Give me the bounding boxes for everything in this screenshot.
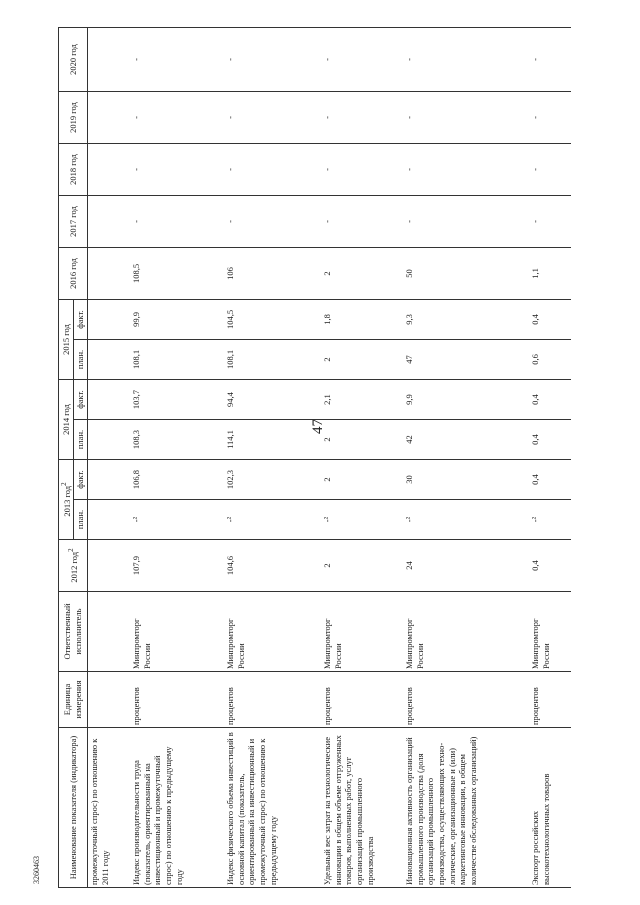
cell-name: промежуточный спрос) по отношению к 2011 году — [88, 728, 131, 888]
cell-f2013: 106,8 — [130, 460, 224, 500]
cell-v2020: - — [321, 27, 403, 91]
cell-p2015: 47 — [403, 339, 529, 379]
cell-f2014: 9,9 — [403, 379, 529, 419]
cell-f2013: 102,3 — [224, 460, 321, 500]
table-row — [224, 27, 321, 887]
cell-f2013: 2 — [321, 460, 403, 500]
cell-f2014: 0,4 — [529, 379, 571, 419]
cell-v2017: - — [403, 195, 529, 247]
cell-v2018 — [88, 143, 131, 195]
cell-p2014: 42 — [403, 420, 529, 460]
header-2013-fact: факт. — [74, 460, 88, 500]
cell-v2018: - — [403, 143, 529, 195]
cell-v2017: - — [224, 195, 321, 247]
cell-p2013: -² — [224, 500, 321, 540]
header-2015-plan: план. — [74, 339, 88, 379]
cell-f2014 — [88, 379, 131, 419]
cell-p2015: 108,1 — [130, 339, 224, 379]
cell-p2015 — [88, 339, 131, 379]
cell-resp: Минпромторг России — [403, 592, 529, 672]
cell-unit: процентов — [529, 672, 571, 728]
cell-v2012: 2 — [321, 540, 403, 592]
cell-v2018: - — [130, 143, 224, 195]
cell-v2016: 106 — [224, 247, 321, 299]
cell-v2019: - — [529, 91, 571, 143]
cell-p2013: -² — [321, 500, 403, 540]
cell-p2014 — [88, 420, 131, 460]
document-id: 3260463 — [32, 856, 41, 884]
cell-unit: процентов — [321, 672, 403, 728]
cell-f2013 — [88, 460, 131, 500]
header-2014: 2014 год — [59, 379, 74, 459]
cell-p2013: -² — [529, 500, 571, 540]
cell-v2016: 1,1 — [529, 247, 571, 299]
indicator-table-sheet — [58, 28, 618, 888]
cell-p2015: 0,6 — [529, 339, 571, 379]
cell-v2018: - — [321, 143, 403, 195]
cell-f2014: 2,1 — [321, 379, 403, 419]
header-2018: 2018 год — [59, 143, 88, 195]
cell-v2017: - — [321, 195, 403, 247]
cell-v2020: - — [224, 27, 321, 91]
cell-v2017: - — [529, 195, 571, 247]
cell-resp: Минпромторг России — [130, 592, 224, 672]
cell-v2012 — [88, 540, 131, 592]
header-2012: 2012 год$^2$ — [59, 540, 88, 592]
table-row — [403, 27, 529, 887]
cell-p2014: 108,3 — [130, 420, 224, 460]
cell-resp: Минпромторг России — [321, 592, 403, 672]
cell-v2012: 24 — [403, 540, 529, 592]
header-2019: 2019 год — [59, 91, 88, 143]
header-responsible: Ответственный исполнитель — [59, 592, 88, 672]
cell-unit: процентов — [403, 672, 529, 728]
cell-v2019: - — [321, 91, 403, 143]
header-2016: 2016 год — [59, 247, 88, 299]
cell-name: Индекс физического объема инвестиций в основной капитал (показатель, ориентированный на инвестиционный и промежуточный спрос) по отношению к предыдущему году — [224, 728, 321, 888]
cell-f2015 — [88, 299, 131, 339]
cell-name: Индекс производительности труда (показатель, ориентированный на инвестиционный и промежуточный спрос) по отношению к предыдущему году — [130, 728, 224, 888]
header-2017: 2017 год — [59, 195, 88, 247]
cell-unit: процентов — [224, 672, 321, 728]
cell-v2017 — [88, 195, 131, 247]
cell-name: Экспорт российских высокотехнологичных товаров — [529, 728, 571, 888]
cell-v2012: 0,4 — [529, 540, 571, 592]
cell-f2015: 99,9 — [130, 299, 224, 339]
cell-v2016: 2 — [321, 247, 403, 299]
cell-v2019: - — [130, 91, 224, 143]
cell-f2013: 0,4 — [529, 460, 571, 500]
cell-v2020: - — [529, 27, 571, 91]
cell-resp: Минпромторг России — [224, 592, 321, 672]
cell-v2020: - — [130, 27, 224, 91]
cell-v2019: - — [403, 91, 529, 143]
cell-p2014: 0,4 — [529, 420, 571, 460]
header-unit: Единица измерения — [59, 672, 88, 728]
table-row — [321, 27, 403, 887]
cell-p2015: 108,1 — [224, 339, 321, 379]
cell-unit — [88, 672, 131, 728]
table-row — [130, 27, 224, 887]
cell-f2013: 30 — [403, 460, 529, 500]
cell-f2015: 1,8 — [321, 299, 403, 339]
cell-v2017: - — [130, 195, 224, 247]
cell-v2018: - — [224, 143, 321, 195]
cell-f2014: 94,4 — [224, 379, 321, 419]
header-2015: 2015 год — [59, 299, 74, 379]
cell-v2016: 108,5 — [130, 247, 224, 299]
page-number: 47 — [310, 419, 326, 434]
cell-f2015: 9,3 — [403, 299, 529, 339]
header-2014-plan: план. — [74, 420, 88, 460]
cell-v2016: 50 — [403, 247, 529, 299]
cell-unit: процентов — [130, 672, 224, 728]
cell-p2014: 2 — [321, 420, 403, 460]
header-2013: 2013 год$^2$ — [59, 460, 74, 540]
cell-f2014: 103,7 — [130, 379, 224, 419]
header-2013-plan: план. — [74, 500, 88, 540]
table-row — [88, 27, 131, 887]
cell-resp: Минпромторг России — [529, 592, 571, 672]
cell-v2020 — [88, 27, 131, 91]
cell-v2012: 104,6 — [224, 540, 321, 592]
cell-v2012: 107,9 — [130, 540, 224, 592]
cell-name: Инновационная активность организаций промышленного производства (доля организаций промышленного производства, осуществляющих техно- логические, организационные и (или) маркетинговые инновации, в общем количестве обследованных организаций) — [403, 728, 529, 888]
cell-v2019: - — [224, 91, 321, 143]
cell-resp — [88, 592, 131, 672]
cell-v2018: - — [529, 143, 571, 195]
indicator-table — [58, 27, 571, 888]
header-2015-fact: факт. — [74, 299, 88, 339]
cell-v2020: - — [403, 27, 529, 91]
header-indicator-name: Наименование показателя (индикатора) — [59, 728, 88, 888]
header-2020: 2020 год — [59, 27, 88, 91]
cell-name: Удельный вес затрат на технологические инновации в общем объеме отгруженных товаров, выполненных работ, услуг организаций промышленного производства — [321, 728, 403, 888]
header-2014-fact: факт. — [74, 379, 88, 419]
cell-p2013: -² — [130, 500, 224, 540]
cell-f2015: 0,4 — [529, 299, 571, 339]
cell-p2013 — [88, 500, 131, 540]
cell-p2013: -² — [403, 500, 529, 540]
table-row — [529, 27, 571, 887]
cell-p2014: 114,1 — [224, 420, 321, 460]
cell-v2016 — [88, 247, 131, 299]
cell-p2015: 2 — [321, 339, 403, 379]
cell-v2019 — [88, 91, 131, 143]
cell-f2015: 104,5 — [224, 299, 321, 339]
